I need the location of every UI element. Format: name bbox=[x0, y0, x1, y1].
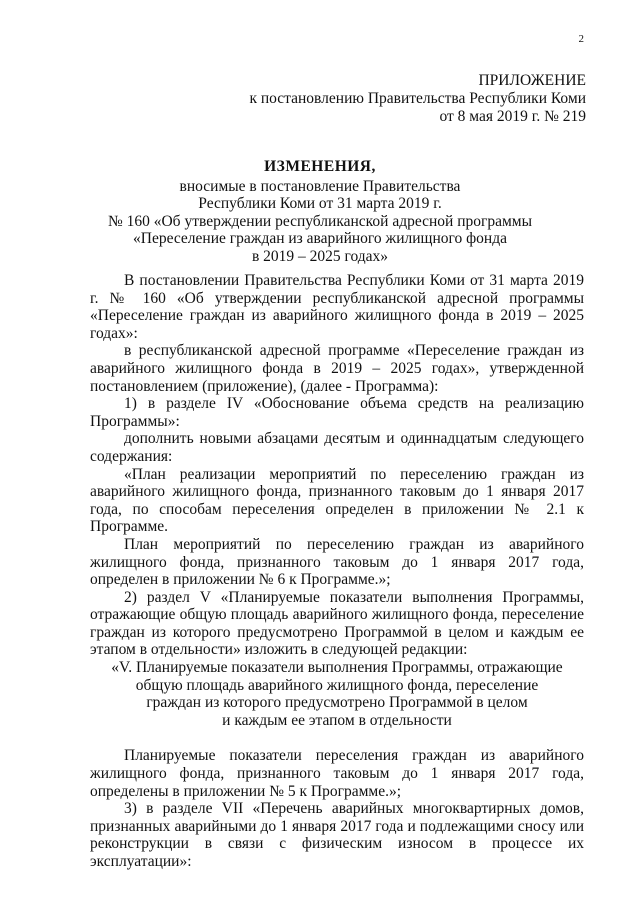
paragraph-item-1: 1) в разделе IV «Обоснование объема средств на реализацию Программы»: bbox=[90, 395, 584, 430]
title-line: № 160 «Об утверждении республиканской адресной программы bbox=[107, 212, 533, 230]
appendix-header bbox=[249, 72, 586, 126]
title-line: Республики Коми от 31 марта 2019 г. bbox=[198, 195, 442, 212]
section-heading-line: «V. Планируемые показатели выполнения Программы, отражающие bbox=[111, 659, 563, 677]
title-line: вносимые в постановление Правительства bbox=[179, 177, 461, 195]
paragraph-plan-measures: План мероприятий по переселению граждан из аварийного жилищного фонда, признанного таковым до 1 января 2017 года, определен в приложении № 6 к Программе.»; bbox=[90, 535, 584, 589]
appendix-label: ПРИЛОЖЕНИЕ bbox=[478, 72, 586, 89]
paragraph-item-2: 2) раздел V «Планируемые показатели выполнения Программы, отражающие общую площадь аварийного жилищного фонда, переселение граждан из которого предусмотрено Программой в целом и каждым ее этапом в отдельности» изложить в следующей редакции: bbox=[90, 588, 584, 659]
page-number: 2 bbox=[578, 33, 584, 45]
paragraph-intro: В постановлении Правительства Республики Коми от 31 марта 2019 г. № 160 «Об утверждении республиканской адресной программы «Переселение граждан из аварийного жилищного фонда в 2019 – 2025 годах»: bbox=[90, 272, 584, 342]
appendix-reference: к постановлению Правительства Республики Коми bbox=[249, 90, 586, 107]
appendix-date: от 8 мая 2019 г. № 219 bbox=[439, 108, 586, 125]
title-line: в 2019 – 2025 годах» bbox=[251, 247, 389, 265]
paragraph-add-abzats: дополнить новыми абзацами десятым и одиннадцатым следующего содержания: bbox=[90, 430, 584, 465]
paragraph-program: в республиканской адресной программе «Переселение граждан из аварийного жилищного фонда в 2019 – 2025 годах», утвержденной постановлением (приложение), (далее - Программа): bbox=[90, 342, 584, 395]
paragraph-item-3: 3) в разделе VII «Перечень аварийных многоквартирных домов, признанных аварийными до 1 января 2017 года и подлежащими сносу или реконструкции в связи с физическим износом в процессе их эксплуатации»: bbox=[90, 800, 584, 870]
paragraph-quote-plan: «План реализации мероприятий по переселению граждан из аварийного жилищного фонда, признанного таковым до 1 января 2017 года, по способам переселения определен в приложении № 2.1 к Программе. bbox=[90, 465, 584, 536]
section-heading-line: общую площадь аварийного жилищного фонда, переселение bbox=[135, 676, 539, 694]
section-heading-line: и каждым ее этапом в отдельности bbox=[222, 711, 452, 729]
section-heading bbox=[90, 659, 584, 729]
spacer bbox=[90, 729, 584, 747]
document-title-block bbox=[90, 158, 550, 265]
document-body bbox=[90, 272, 584, 871]
title-line: «Переселение граждан из аварийного жилищного фонда bbox=[133, 230, 507, 247]
document-title: ИЗМЕНЕНИЯ, bbox=[264, 158, 376, 175]
paragraph-indicators: Планируемые показатели переселения граждан из аварийного жилищного фонда, признанного таковым до 1 января 2017 года, определены в приложении № 5 к Программе.»; bbox=[90, 747, 584, 800]
section-heading-line: граждан из которого предусмотрено Программой в целом bbox=[146, 694, 528, 712]
